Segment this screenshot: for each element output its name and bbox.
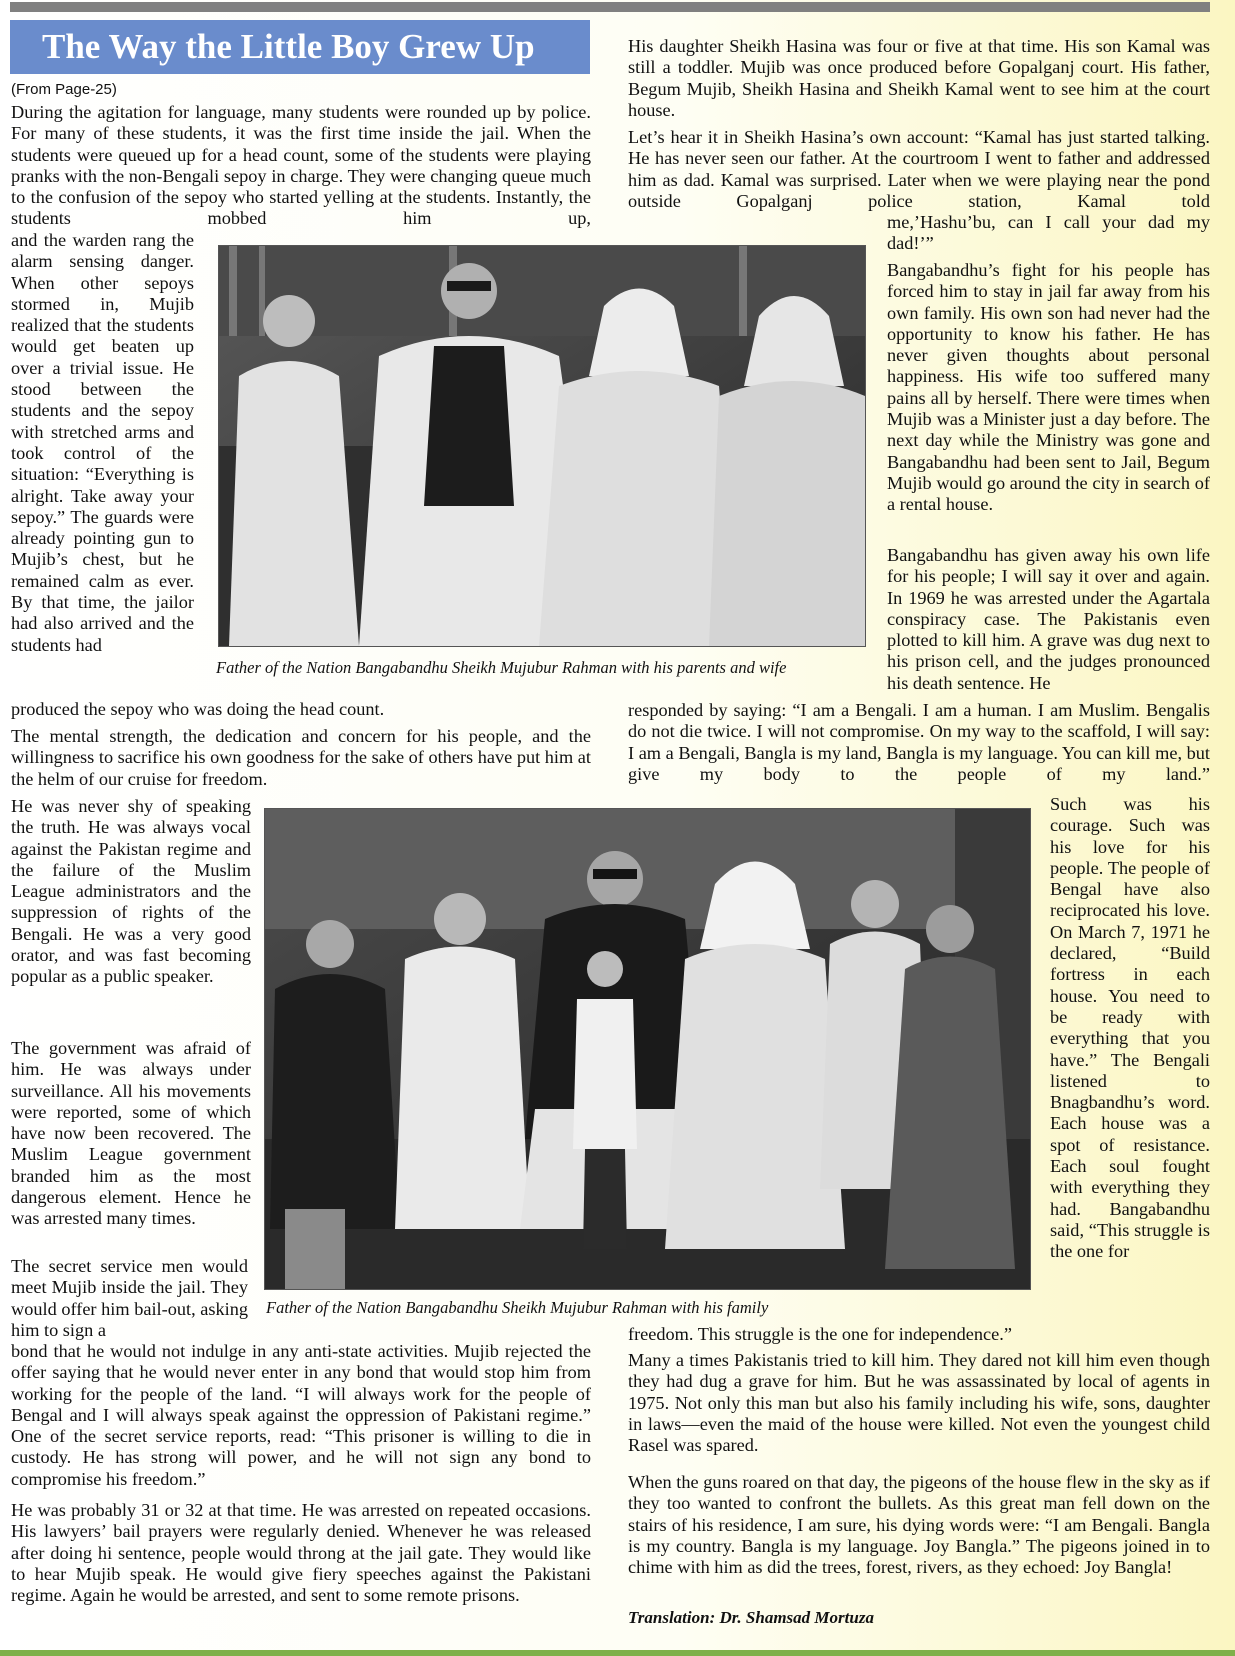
- right-paragraph-2b: me,’Hashu’bu, can I call your dad my dad!’”: [887, 212, 1210, 254]
- translation-credit: Translation: Dr. Shamsad Mortuza: [628, 1608, 874, 1627]
- photo-parents-caption: Father of the Nation Bangabandhu Sheikh Mujubur Rahman with his parents and wife: [216, 658, 787, 677]
- left-paragraph-5a: The secret service men would meet Mujib inside the jail. They would offer him bail-out, asking him to sign a: [11, 1256, 248, 1340]
- left-paragraph-4: The government was afraid of him. He was always under surveillance. All his movements were reported, some of which have now been recovered. The Muslim League government branded him as the most dangerous element. Hence he was arrested many times.: [11, 1038, 251, 1229]
- right-paragraph-6: Many a times Pakistanis tried to kill him. They dared not kill him even though they had dug a grave for him. But he was assassinated by local of agents in 1975. Not only this man but also his family including his wife, sons, daughter in laws—even the maid of the house were killed. Not even the youngest child Rasel was spared.: [628, 1350, 1210, 1456]
- left-paragraph-1b: and the warden rang the alarm sensing danger. When other sepoys stormed in, Mujib realized that the students would get beaten up over a trivial issue. He stood between the students and the sepoy with stretched arms and took control of the situation: “Everything is alright. Take away your sepoy.” The guards were already pointing gun to Mujib’s chest, but he remained calm as ever. By that time, the jailor had also arrived and the students had: [11, 230, 194, 655]
- left-paragraph-2: The mental strength, the dedication and concern for his people, and the willingness to sacrifice his own goodness for the sake of others have put him at the helm of our cruise for freedom.: [11, 726, 591, 789]
- photo-family: [264, 808, 1031, 1290]
- left-paragraph-1a: During the agitation for language, many students were rounded up by police. For many of these students, it was the first time inside the jail. When the students were queued up for a head count, some of the students were playing pranks with the non-Bengali sepoy in charge. They were changing queue much to the confusion of the sepoy who started yelling at the students. Instantly, the students mobbed him up,: [11, 102, 591, 229]
- right-paragraph-2a: Let’s hear it in Sheikh Hasina’s own account: “Kamal has just started talking. He has never seen our father. At the courtroom I went to father and addressed him as dad. Kamal was surprised. Later when we were playing near the pond outside Gopalganj police station, Kamal told: [628, 127, 1210, 211]
- right-paragraph-3: Bangabandhu’s fight for his people has forced him to stay in jail far away from his own family. His own son had never had the opportunity to know his father. He has never given thoughts about personal happiness. His wife too suffered many pains all by herself. There were times when Mujib was a Minister just a day before. The next day while the Ministry was gone and Bangabandhu had been sent to Jail, Begum Mujib would go around the city in search of a rental house.: [887, 260, 1210, 515]
- right-paragraph-7: When the guns roared on that day, the pigeons of the house flew in the sky as if they too wanted to confront the bullets. As this great man fell down on the stairs of his residence, I am sure, his dying words were: “I am Bengali. Bangla is my country. Bangla is my language. Joy Bangla.” The pigeons joined in to chime with him as did the trees, forest, rivers, as they echoed: Joy Bangla!: [628, 1472, 1210, 1578]
- left-paragraph-5b: bond that he would not indulge in any anti-state activities. Mujib rejected the offer saying that he would never enter in any bond that would stop him from working for the people of the land. “I will always work for the people of Bengal and I will always speak against the oppression of Pakistani regime.” One of the secret service reports, read: “This prisoner is willing to die in custody. He has strong will power, and he will not sign any bond to compromise his freedom.”: [11, 1341, 591, 1489]
- right-paragraph-5b: freedom. This struggle is the one for independence.”: [628, 1324, 1012, 1344]
- continued-from-label: (From Page-25): [11, 81, 117, 98]
- right-paragraph-1: His daughter Sheikh Hasina was four or five at that time. His son Kamal was still a toddler. Mujib was once produced before Gopalganj court. His father, Begum Mujib, Sheikh Hasina and Sheikh Kamal went to see him at the court house.: [628, 36, 1210, 120]
- article-title: The Way the Little Boy Grew Up: [42, 27, 535, 66]
- photo-parents-and-wife: [218, 245, 866, 647]
- title-banner: [10, 20, 590, 74]
- left-paragraph-3: He was never shy of speaking the truth. He was always vocal against the Pakistan regime and the failure of the Muslim League administrators and the suppression of rights of the Bengali. He was a very good orator, and was fast becoming popular as a public speaker.: [11, 796, 251, 987]
- bottom-rule: [0, 1650, 1235, 1656]
- right-paragraph-4b: responded by saying: “I am a Bengali. I am a human. I am Muslim. Bengalis do not die twice. I will not compromise. On my way to the scaffold, I will say: I am a Bengali, Bangla is my land, Bangla is my language. You can kill me, but give my body to the people of my land.”: [628, 700, 1210, 784]
- left-paragraph-1c: produced the sepoy who was doing the head count.: [11, 699, 385, 719]
- right-paragraph-4a: Bangabandhu has given away his own life for his people; I will say it over and again. In 1969 he was arrested under the Agartala conspiracy case. The Pakistanis even plotted to kill him. A grave was dug next to his prison cell, and the judges pronounced his death sentence. He: [887, 545, 1210, 693]
- right-paragraph-5a: Such was his courage. Such was his love for his people. The people of Bengal have also reciprocated his love. On March 7, 1971 he declared, “Build fortress in each house. You need to be ready with everything that you have.” The Bengali listened to Bnagbandhu’s word. Each house was a spot of resistance. Each soul fought with everything they had. Bangabandhu said, “This struggle is the one for: [1050, 794, 1210, 1262]
- left-paragraph-6: He was probably 31 or 32 at that time. He was arrested on repeated occasions. His lawyers’ bail prayers were regularly denied. Whenever he was released after doing hi sentence, people would throng at the jail gate. They would like to hear Mujib speak. He would give fiery speeches against the Pakistani regime. Again he would be arrested, and sent to some remote prisons.: [11, 1500, 591, 1606]
- photo-family-caption: Father of the Nation Bangabandhu Sheikh Mujubur Rahman with his family: [266, 1298, 769, 1317]
- top-rule: [10, 2, 1210, 12]
